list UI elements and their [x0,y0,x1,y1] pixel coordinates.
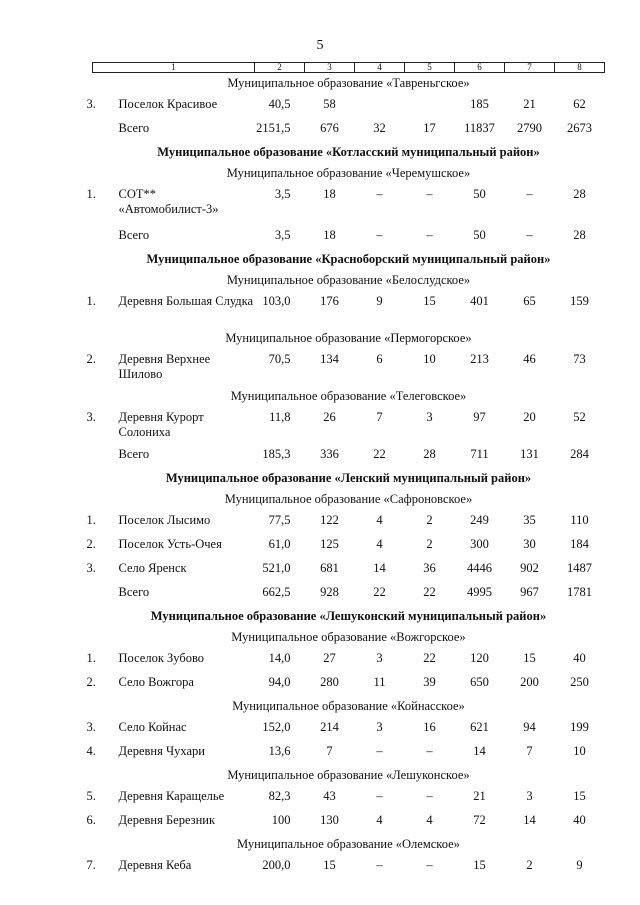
row-number: 1. [86,294,96,308]
section-title: Муниципальное образование «Сафроновское» [224,492,473,506]
value-cell: 40 [573,651,586,665]
value-cell: – [376,789,383,803]
value-cell: 152,0 [262,720,291,734]
value-cell: – [426,858,433,872]
value-cell: 662,5 [262,585,291,599]
value-cell: 14 [523,813,536,827]
value-cell: 20 [523,410,536,424]
value-cell: 32 [373,121,386,135]
value-cell: 103,0 [262,294,291,308]
value-cell: 159 [570,294,589,308]
value-cell: 4 [376,813,383,827]
value-cell: 120 [470,651,489,665]
value-cell: – [426,228,433,242]
municipality-heading [93,627,605,648]
value-cell: 28 [573,187,586,201]
value-cell: 30 [523,537,536,551]
section-title: Муниципальное образование «Телеговское» [230,389,467,403]
municipality-heading [93,270,605,291]
value-cell: 22 [373,447,386,461]
value-cell: 11,8 [269,410,291,424]
settlement-name: Деревня Чухари [118,744,205,758]
section-title: Муниципальное образование «Вожгорское» [231,630,466,644]
district-heading [93,606,605,627]
value-cell: 58 [323,97,336,111]
value-cell: – [426,789,433,803]
value-cell: 73 [573,352,586,366]
value-cell: 77,5 [268,513,291,527]
value-cell: 15 [423,294,436,308]
table-row [93,648,605,672]
row-number: 2. [86,537,96,551]
settlement-name: Село Койнас [118,720,187,734]
value-cell: 10 [423,352,436,366]
value-cell: 214 [320,720,339,734]
value-cell: – [526,187,533,201]
district-heading [93,142,605,163]
value-cell: 6 [376,352,383,366]
value-cell: 94 [523,720,536,734]
row-number: 3. [86,561,96,575]
table-row [93,855,605,879]
section-title: Муниципальное образование «Ленский муниципальный район» [165,471,532,485]
table-row [93,717,605,741]
value-cell: 131 [520,447,539,461]
value-cell: 199 [570,720,589,734]
value-cell: 72 [473,813,486,827]
settlement-name: Всего [118,228,150,242]
table-row [93,810,605,834]
value-cell: 185 [470,97,489,111]
settlement-name: Поселок Лысимо [118,513,211,527]
value-cell: 7 [526,744,533,758]
value-cell: 36 [423,561,436,575]
value-cell: 2673 [567,121,592,135]
value-cell: 284 [570,447,589,461]
value-cell: 280 [320,675,339,689]
column-number: 7 [505,63,555,73]
section-title: Муниципальное образование «Лешуконское» [227,768,470,782]
settlement-name: Всего [118,447,150,461]
section-title: Муниципальное образование «Пермогорское» [225,331,472,345]
value-cell: 61,0 [268,537,291,551]
row-number [87,118,109,142]
value-cell: 65 [523,294,536,308]
value-cell: 18 [323,187,336,201]
value-cell: – [426,187,433,201]
value-cell: 4 [376,513,383,527]
row-number: 2. [86,675,96,689]
row-number: 7. [86,858,96,872]
municipality-heading [93,163,605,184]
value-cell: 928 [320,585,339,599]
value-cell: 15 [523,651,536,665]
value-cell: 46 [523,352,536,366]
section-title: Муниципальное образование «Олемское» [237,837,460,851]
settlement-name: Село Вожгора [118,675,194,689]
column-number: 4 [355,63,405,73]
value-cell: 52 [573,410,586,424]
value-cell: 15 [573,789,586,803]
table-row [93,741,605,765]
column-number: 5 [405,63,455,73]
value-cell: 15 [473,858,486,872]
row-number: 1. [86,187,96,201]
row-number [87,582,109,606]
value-cell: 11 [373,675,386,689]
value-cell: – [376,744,383,758]
table-row [93,291,605,328]
row-number: 4. [86,744,96,758]
district-heading [93,468,605,489]
settlement-name: Деревня Кеба [118,858,192,872]
value-cell: – [376,228,383,242]
section-title: Муниципальное образование «Белослудское» [226,273,471,287]
value-cell: 621 [470,720,489,734]
value-cell: 28 [423,447,436,461]
value-cell: 249 [470,513,489,527]
value-cell: 21 [473,789,486,803]
value-cell: 336 [320,447,339,461]
municipality-heading [93,834,605,855]
value-cell: 11837 [464,121,495,135]
value-cell: 2151,5 [256,121,291,135]
row-number: 5. [86,789,96,803]
total-row [93,582,605,606]
value-cell: 14,0 [268,651,291,665]
value-cell: 2 [426,513,433,527]
value-cell: 70,5 [268,352,291,366]
value-cell: 122 [320,513,339,527]
district-heading [93,249,605,270]
value-cell: 40,5 [268,97,291,111]
settlement-name: Всего [118,121,150,135]
value-cell: 13,6 [268,744,291,758]
value-cell: 14 [473,744,486,758]
settlement-name: Поселок Зубово [118,651,205,665]
value-cell: 22 [423,585,436,599]
total-row [93,444,605,468]
section-title: Муниципальное образование «Тавреньгское» [227,76,470,90]
value-cell: 130 [320,813,339,827]
settlement-name: Поселок Красивое [118,97,218,111]
municipality-heading [93,696,605,717]
column-number: 3 [305,63,355,73]
table-row [93,94,605,118]
table-row [93,558,605,582]
settlement-name: Деревня Большая Слудка [118,294,254,308]
value-cell: 300 [470,537,489,551]
section-title: Муниципальное образование «Красноборский муниципальный район» [146,252,551,266]
total-row [93,118,605,142]
value-cell: 250 [570,675,589,689]
value-cell [405,94,455,118]
settlement-name: Поселок Усть-Очея [118,537,222,551]
value-cell: 50 [473,187,486,201]
value-cell: 2790 [517,121,542,135]
value-cell: 94,0 [268,675,291,689]
value-cell: 22 [373,585,386,599]
value-cell: 43 [323,789,336,803]
column-number: 2 [255,63,305,73]
value-cell: 18 [323,228,336,242]
value-cell: 100 [271,813,291,827]
settlement-name: Деревня Березник [118,813,216,827]
value-cell: 40 [573,813,586,827]
value-cell: 9 [576,858,583,872]
value-cell: 82,3 [268,789,291,803]
value-cell: 26 [323,410,336,424]
value-cell: 27 [323,651,336,665]
settlement-name: Деревня Курорт Солониха [118,410,204,439]
value-cell: 681 [320,561,339,575]
value-cell: 401 [470,294,489,308]
row-number: 2. [86,352,96,366]
section-title: Муниципальное образование «Лешуконский муниципальный район» [150,609,547,623]
settlement-name: СОТ** «Автомобилист-3» [118,187,219,216]
value-cell: 176 [320,294,339,308]
value-cell: 2 [426,537,433,551]
value-cell: 184 [570,537,589,551]
value-cell: 200,0 [262,858,291,872]
table-row [93,786,605,810]
row-number [87,225,109,249]
value-cell: 16 [423,720,436,734]
value-cell: – [376,858,383,872]
value-cell: 97 [473,410,486,424]
value-cell: 110 [570,513,589,527]
value-cell: 711 [470,447,489,461]
section-title: Муниципальное образование «Черемушское» [226,166,471,180]
row-number: 3. [86,720,96,734]
value-cell: 28 [573,228,586,242]
settlement-name: Деревня Верхнее Шилово [118,352,211,381]
value-cell: 4 [426,813,433,827]
settlement-name: Деревня Каращелье [118,789,225,803]
section-title: Муниципальное образование «Койнасское» [232,699,465,713]
value-cell: 3 [376,651,383,665]
value-cell: 125 [320,537,339,551]
value-cell: 9 [376,294,383,308]
value-cell: 134 [320,352,339,366]
municipality-heading [93,73,605,95]
value-cell: 4446 [467,561,492,575]
municipality-heading [93,765,605,786]
value-cell: 21 [523,97,536,111]
municipality-heading [93,386,605,407]
row-number [87,444,109,468]
value-cell: 902 [520,561,539,575]
value-cell: 3 [376,720,383,734]
value-cell: 7 [326,744,333,758]
column-number: 6 [455,63,505,73]
table-row [93,510,605,534]
row-number: 3. [86,97,96,111]
value-cell: – [426,744,433,758]
value-cell: 3,5 [274,228,291,242]
value-cell: 521,0 [262,561,291,575]
value-cell: 50 [473,228,486,242]
value-cell: 1487 [567,561,592,575]
municipality-heading [93,489,605,510]
row-number: 1. [86,513,96,527]
value-cell: 4 [376,537,383,551]
value-cell: 3 [426,410,433,424]
value-cell: 22 [423,651,436,665]
settlement-name: Всего [118,585,150,599]
row-number: 1. [86,651,96,665]
row-number: 6. [86,813,96,827]
settlement-name: Село Яренск [118,561,187,575]
value-cell: 14 [373,561,386,575]
value-cell: 185,3 [262,447,291,461]
value-cell: 62 [573,97,586,111]
column-number: 8 [555,63,605,73]
section-title: Муниципальное образование «Котласский муниципальный район» [157,145,540,159]
value-cell: 15 [323,858,336,872]
table-row [93,672,605,696]
value-cell: 7 [376,410,383,424]
value-cell: 676 [320,121,339,135]
value-cell: 1781 [567,585,592,599]
municipality-heading [93,328,605,349]
table-row [93,407,605,444]
table-row [93,349,605,386]
value-cell: 35 [523,513,536,527]
row-number: 3. [86,410,96,424]
column-number: 1 [93,63,255,73]
value-cell: 17 [423,121,436,135]
value-cell: 3,5 [274,187,291,201]
value-cell [355,94,405,118]
value-cell: 213 [470,352,489,366]
value-cell: 200 [520,675,539,689]
value-cell: 2 [526,858,533,872]
value-cell: 4995 [467,585,492,599]
value-cell: – [376,187,383,201]
total-row [93,225,605,249]
table-row [93,534,605,558]
value-cell: – [526,228,533,242]
value-cell: 10 [573,744,586,758]
page-number: 5 [316,38,324,53]
settlements-table [86,62,605,879]
table-row [93,184,605,225]
column-number-header [93,63,605,73]
value-cell: 39 [423,675,436,689]
value-cell: 650 [470,675,489,689]
value-cell: 967 [520,585,539,599]
value-cell: 3 [526,789,533,803]
